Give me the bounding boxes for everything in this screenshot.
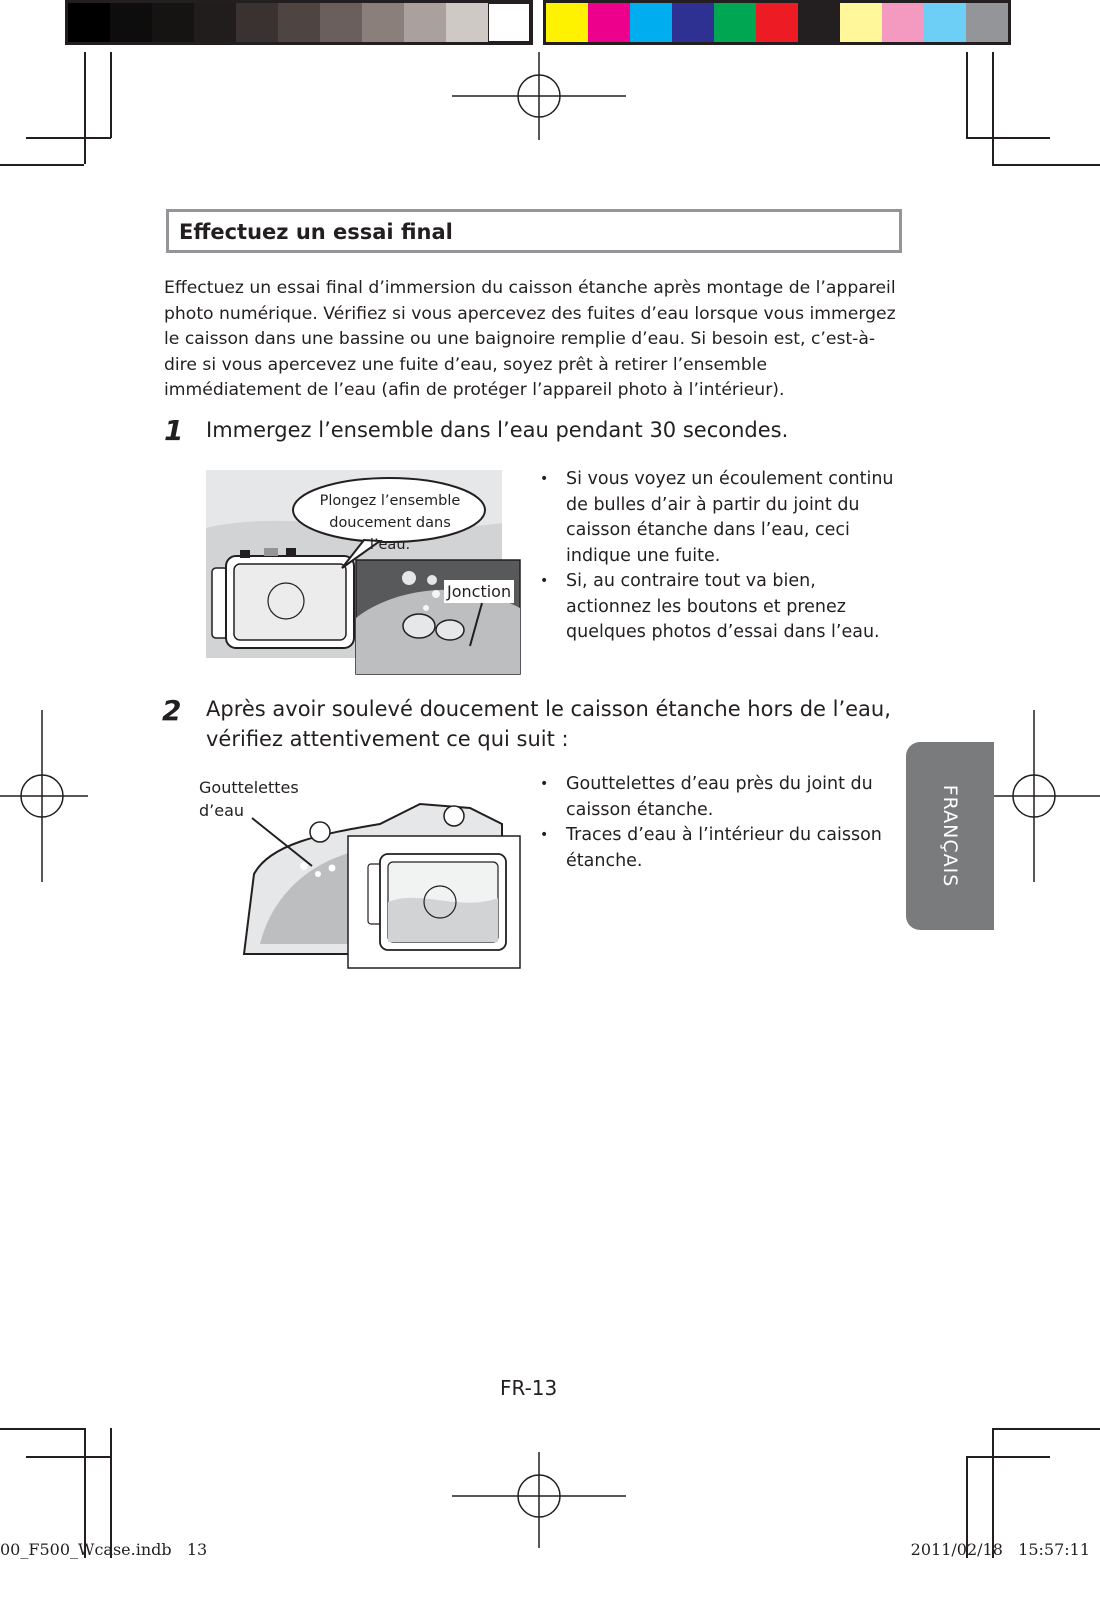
page-number: FR-13 xyxy=(500,1376,558,1400)
grayscale-swatch xyxy=(236,3,278,42)
grayscale-swatch xyxy=(68,3,110,42)
droplets-label: Gouttelettes d’eau xyxy=(199,778,299,820)
registration-target-right xyxy=(994,710,1100,882)
step-2-number: 2 xyxy=(162,694,182,727)
grayscale-swatch xyxy=(152,3,194,42)
grayscale-swatch xyxy=(278,3,320,42)
process-swatch xyxy=(924,3,966,42)
process-swatch xyxy=(672,3,714,42)
step-2-text: Après avoir soulevé doucement le caisson étanche hors de l’eau, vérifiez attentivement ce qui suit : xyxy=(206,697,891,751)
step-1-number: 1 xyxy=(164,414,184,447)
list-item: • Gouttelettes d’eau près du joint du caisson étanche. xyxy=(540,772,900,823)
process-swatch xyxy=(882,3,924,42)
joint-label: Jonction xyxy=(444,580,514,603)
process-swatch xyxy=(756,3,798,42)
list-item: • Traces d’eau à l’intérieur du caisson étanche. xyxy=(540,823,900,874)
process-swatch xyxy=(966,3,1008,42)
grayscale-swatch xyxy=(362,3,404,42)
process-swatch xyxy=(546,3,588,42)
process-swatch xyxy=(840,3,882,42)
process-swatch xyxy=(588,3,630,42)
callout-text: Plongez l’ensemble doucement dans l’eau. xyxy=(319,493,461,553)
grayscale-swatch xyxy=(446,3,488,42)
step-1-text: Immergez l’ensemble dans l’eau pendant 30 secondes. xyxy=(206,418,789,442)
grayscale-swatch xyxy=(404,3,446,42)
registration-target-left xyxy=(0,710,88,882)
list-item: • Si, au contraire tout va bien, actionnez les boutons et prenez quelques photos d’essai dans l’eau. xyxy=(540,569,900,646)
grayscale-swatch xyxy=(488,3,530,42)
grayscale-swatch xyxy=(110,3,152,42)
intro-paragraph: Effectuez un essai final d’immersion du caisson étanche après montage de l’appareil photo numérique. Vérifiez si vous apercevez des fuites d’eau lorsque vous immergez le caisson dans une bassine ou une baignoire remplie d’eau. Si besoin est, c’est-à-dire si vous apercevez une fuite d’eau, soyez prêt à retirer l’ensemble immédiatement de l’eau (afin de protéger l’appareil photo à l’intérieur). xyxy=(164,278,896,400)
registration-target-top xyxy=(452,52,626,140)
process-swatch xyxy=(630,3,672,42)
grayscale-swatch xyxy=(194,3,236,42)
footer-timestamp: 2011/02/18 15:57:11 xyxy=(910,1540,1090,1559)
section-title: Effectuez un essai final xyxy=(166,209,902,253)
language-tab-label: FRANÇAIS xyxy=(939,784,961,888)
footer-filename: 00_F500_Wcase.indb 13 xyxy=(0,1540,208,1559)
language-tab xyxy=(906,742,994,930)
registration-target-bottom xyxy=(452,1452,626,1548)
process-swatch xyxy=(714,3,756,42)
process-swatch xyxy=(798,3,840,42)
step-1-bullets xyxy=(540,467,900,646)
step-2-bullets xyxy=(540,772,900,874)
list-item: • Si vous voyez un écoulement continu de bulles d’air à partir du joint du caisson étanche dans l’eau, ceci indique une fuite. xyxy=(540,467,900,569)
process-color-bar xyxy=(543,0,1011,45)
grayscale-swatch xyxy=(320,3,362,42)
grayscale-color-bar xyxy=(65,0,533,45)
